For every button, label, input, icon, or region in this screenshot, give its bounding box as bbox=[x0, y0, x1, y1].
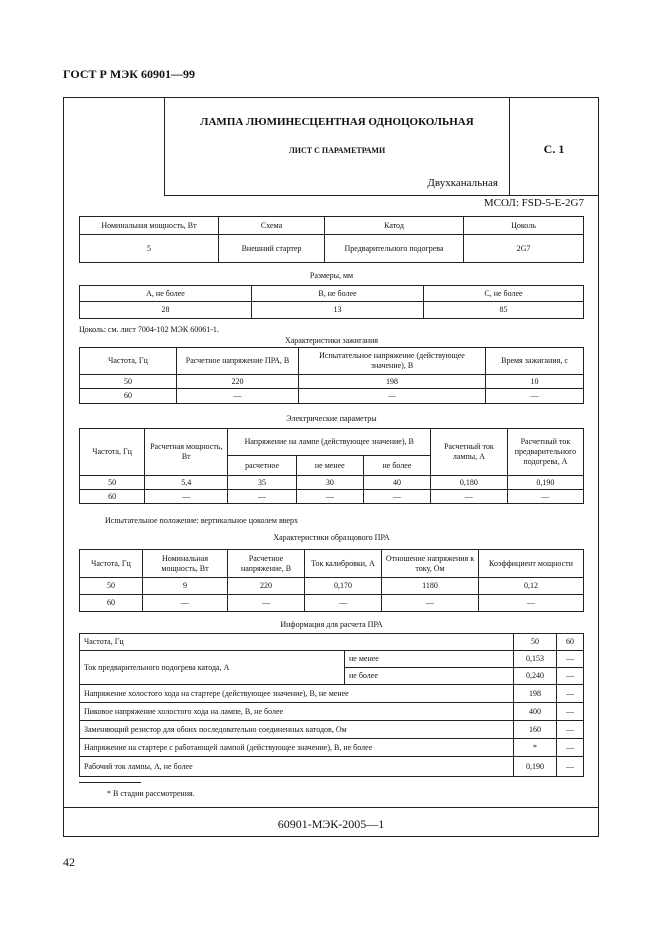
ign-cell: 198 bbox=[299, 375, 486, 389]
info-table bbox=[79, 633, 584, 777]
header-cathode: Катод bbox=[325, 217, 464, 235]
sheet-number: С. 1 bbox=[543, 142, 565, 156]
info-cell: 160 bbox=[514, 721, 557, 739]
info-cell: — bbox=[557, 668, 584, 685]
bal-header-pf: Коэффициент мощности bbox=[479, 550, 584, 578]
info-caption: Информация для расчета ПРА bbox=[280, 620, 383, 629]
footer-divider bbox=[63, 807, 599, 808]
el-header-power: Расчетная мощность, Вт bbox=[145, 429, 228, 476]
info-preheat-min-label: не менее bbox=[345, 651, 514, 668]
info-preheat-max-label: не более bbox=[345, 668, 514, 685]
ign-cell: — bbox=[299, 389, 486, 404]
info-row-label: Рабочий ток лампы, А, не более bbox=[80, 757, 514, 777]
bal-header-freq: Частота, Гц bbox=[80, 550, 143, 578]
bal-cell: 9 bbox=[143, 578, 228, 595]
ign-header-ballast-voltage: Расчетное напряжение ПРА, В bbox=[177, 348, 299, 375]
el-cell: — bbox=[296, 490, 363, 504]
el-cell: 40 bbox=[363, 476, 430, 490]
cell-cathode: Предварительного подогрева bbox=[325, 235, 464, 263]
dim-a: 28 bbox=[80, 302, 252, 319]
info-cell: — bbox=[557, 703, 584, 721]
ignition-caption: Характеристики зажигания bbox=[284, 336, 379, 345]
bal-header-ratio: Отношение напряжения к току, Ом bbox=[382, 550, 479, 578]
dim-c: 85 bbox=[424, 302, 584, 319]
info-cell: * bbox=[514, 739, 557, 757]
info-row-label: Напряжение на стартере с работающей лампой (действующее значение), В, не более bbox=[80, 739, 514, 757]
info-cell: — bbox=[557, 651, 584, 668]
ignition-table bbox=[79, 347, 584, 404]
info-cell: 0,240 bbox=[514, 668, 557, 685]
info-freq-label: Частота, Гц bbox=[80, 634, 514, 651]
info-preheat-label: Ток предварительного подогрева катода, А bbox=[80, 651, 345, 685]
el-cell: 50 bbox=[80, 476, 145, 490]
info-freq-60: 60 bbox=[557, 634, 584, 651]
page-subtitle: ЛИСТ С ПАРАМЕТРАМИ bbox=[288, 146, 386, 155]
ign-cell: 10 bbox=[486, 375, 584, 389]
bal-cell: — bbox=[382, 595, 479, 612]
info-cell: 198 bbox=[514, 685, 557, 703]
ign-cell: 60 bbox=[80, 389, 177, 404]
dim-header-c: C, не более bbox=[424, 286, 584, 302]
footer-code: 60901-МЭК-2005—1 bbox=[277, 817, 385, 831]
electrical-caption: Электрические параметры bbox=[286, 414, 377, 423]
el-header-preheat-current: Расчетный ток предварительного подогрева, А bbox=[507, 429, 583, 476]
test-position: Испытательное положение: вертикальное цоколем вверх bbox=[105, 516, 299, 525]
ballast-table bbox=[79, 549, 584, 612]
ign-cell: 50 bbox=[80, 375, 177, 389]
el-cell: 30 bbox=[296, 476, 363, 490]
page-number: 42 bbox=[63, 855, 75, 869]
footnote-rule bbox=[79, 782, 141, 783]
bal-cell: 1180 bbox=[382, 578, 479, 595]
info-cell: — bbox=[557, 685, 584, 703]
el-cell: — bbox=[363, 490, 430, 504]
cell-scheme: Внешний стартер bbox=[219, 235, 325, 263]
el-cell: 60 bbox=[80, 490, 145, 504]
bal-cell: 220 bbox=[228, 578, 305, 595]
bal-cell: 50 bbox=[80, 578, 143, 595]
bal-cell: — bbox=[305, 595, 382, 612]
channel-label: Двухканальная bbox=[427, 177, 498, 189]
el-cell: — bbox=[431, 490, 508, 504]
info-row-label: Заменяющий резистор для обоих последовательно соединенных катодов, Ом bbox=[80, 721, 514, 739]
bal-header-current: Ток калибровки, А bbox=[305, 550, 382, 578]
cell-power: 5 bbox=[80, 235, 219, 263]
info-cell: 400 bbox=[514, 703, 557, 721]
el-cell: 0,190 bbox=[507, 476, 583, 490]
ign-cell: 220 bbox=[177, 375, 299, 389]
ign-header-time: Время зажигания, с bbox=[486, 348, 584, 375]
el-header-freq: Частота, Гц bbox=[80, 429, 145, 476]
dims-caption: Размеры, мм bbox=[309, 271, 354, 280]
dimensions-table bbox=[79, 285, 584, 319]
bal-header-voltage: Расчетное напряжение, В bbox=[228, 550, 305, 578]
info-cell: 0,190 bbox=[514, 757, 557, 777]
el-cell: 35 bbox=[228, 476, 296, 490]
el-cell: — bbox=[145, 490, 228, 504]
footnote: * В стадии рассмотрения. bbox=[107, 789, 195, 798]
bal-cell: — bbox=[479, 595, 584, 612]
document-header: ГОСТ Р МЭК 60901—99 bbox=[63, 67, 195, 81]
info-row-label: Пиковое напряжение холостого хода на лампе, В, не более bbox=[80, 703, 514, 721]
info-cell: — bbox=[557, 721, 584, 739]
base-note: Цоколь: см. лист 7004-102 МЭК 60061-1. bbox=[79, 325, 219, 334]
bal-cell: — bbox=[143, 595, 228, 612]
header-scheme: Схема bbox=[219, 217, 325, 235]
info-cell: 0,153 bbox=[514, 651, 557, 668]
el-sub-min: не менее bbox=[296, 456, 363, 476]
el-sub-rated: расчетное bbox=[228, 456, 296, 476]
lamp-code: МСОЛ: FSD-5-E-2G7 bbox=[483, 197, 584, 209]
header-base: Цоколь bbox=[464, 217, 584, 235]
bal-cell: — bbox=[228, 595, 305, 612]
bal-cell: 60 bbox=[80, 595, 143, 612]
ign-cell: — bbox=[177, 389, 299, 404]
page-title: ЛАМПА ЛЮМИНЕСЦЕНТНАЯ ОДНОЦОКОЛЬНАЯ bbox=[200, 116, 474, 128]
header-power: Номинальная мощность, Вт bbox=[80, 217, 219, 235]
bal-header-power: Номинальная мощность, Вт bbox=[143, 550, 228, 578]
dim-header-b: B, не более bbox=[252, 286, 424, 302]
ign-header-freq: Частота, Гц bbox=[80, 348, 177, 375]
info-freq-50: 50 bbox=[514, 634, 557, 651]
dim-header-a: A, не более bbox=[80, 286, 252, 302]
cell-base: 2G7 bbox=[464, 235, 584, 263]
el-cell: 0,180 bbox=[431, 476, 508, 490]
bal-cell: 0,170 bbox=[305, 578, 382, 595]
dim-b: 13 bbox=[252, 302, 424, 319]
info-cell: — bbox=[557, 739, 584, 757]
bal-cell: 0,12 bbox=[479, 578, 584, 595]
lamp-main-table bbox=[79, 216, 584, 263]
ballast-caption: Характеристики образцового ПРА bbox=[273, 533, 390, 542]
info-row-label: Напряжение холостого хода на стартере (действующее значение), В, не менее bbox=[80, 685, 514, 703]
el-header-lamp-current: Расчетный ток лампы, А bbox=[431, 429, 508, 476]
ign-header-test-voltage: Испытательное напряжение (действующее значение), В bbox=[299, 348, 486, 375]
info-cell: — bbox=[557, 757, 584, 777]
el-cell: — bbox=[228, 490, 296, 504]
el-sub-max: не более bbox=[363, 456, 430, 476]
ign-cell: — bbox=[486, 389, 584, 404]
el-cell: — bbox=[507, 490, 583, 504]
el-header-voltage: Напряжение на лампе (действующее значение), В bbox=[228, 429, 431, 456]
electrical-table bbox=[79, 428, 584, 504]
el-cell: 5,4 bbox=[145, 476, 228, 490]
